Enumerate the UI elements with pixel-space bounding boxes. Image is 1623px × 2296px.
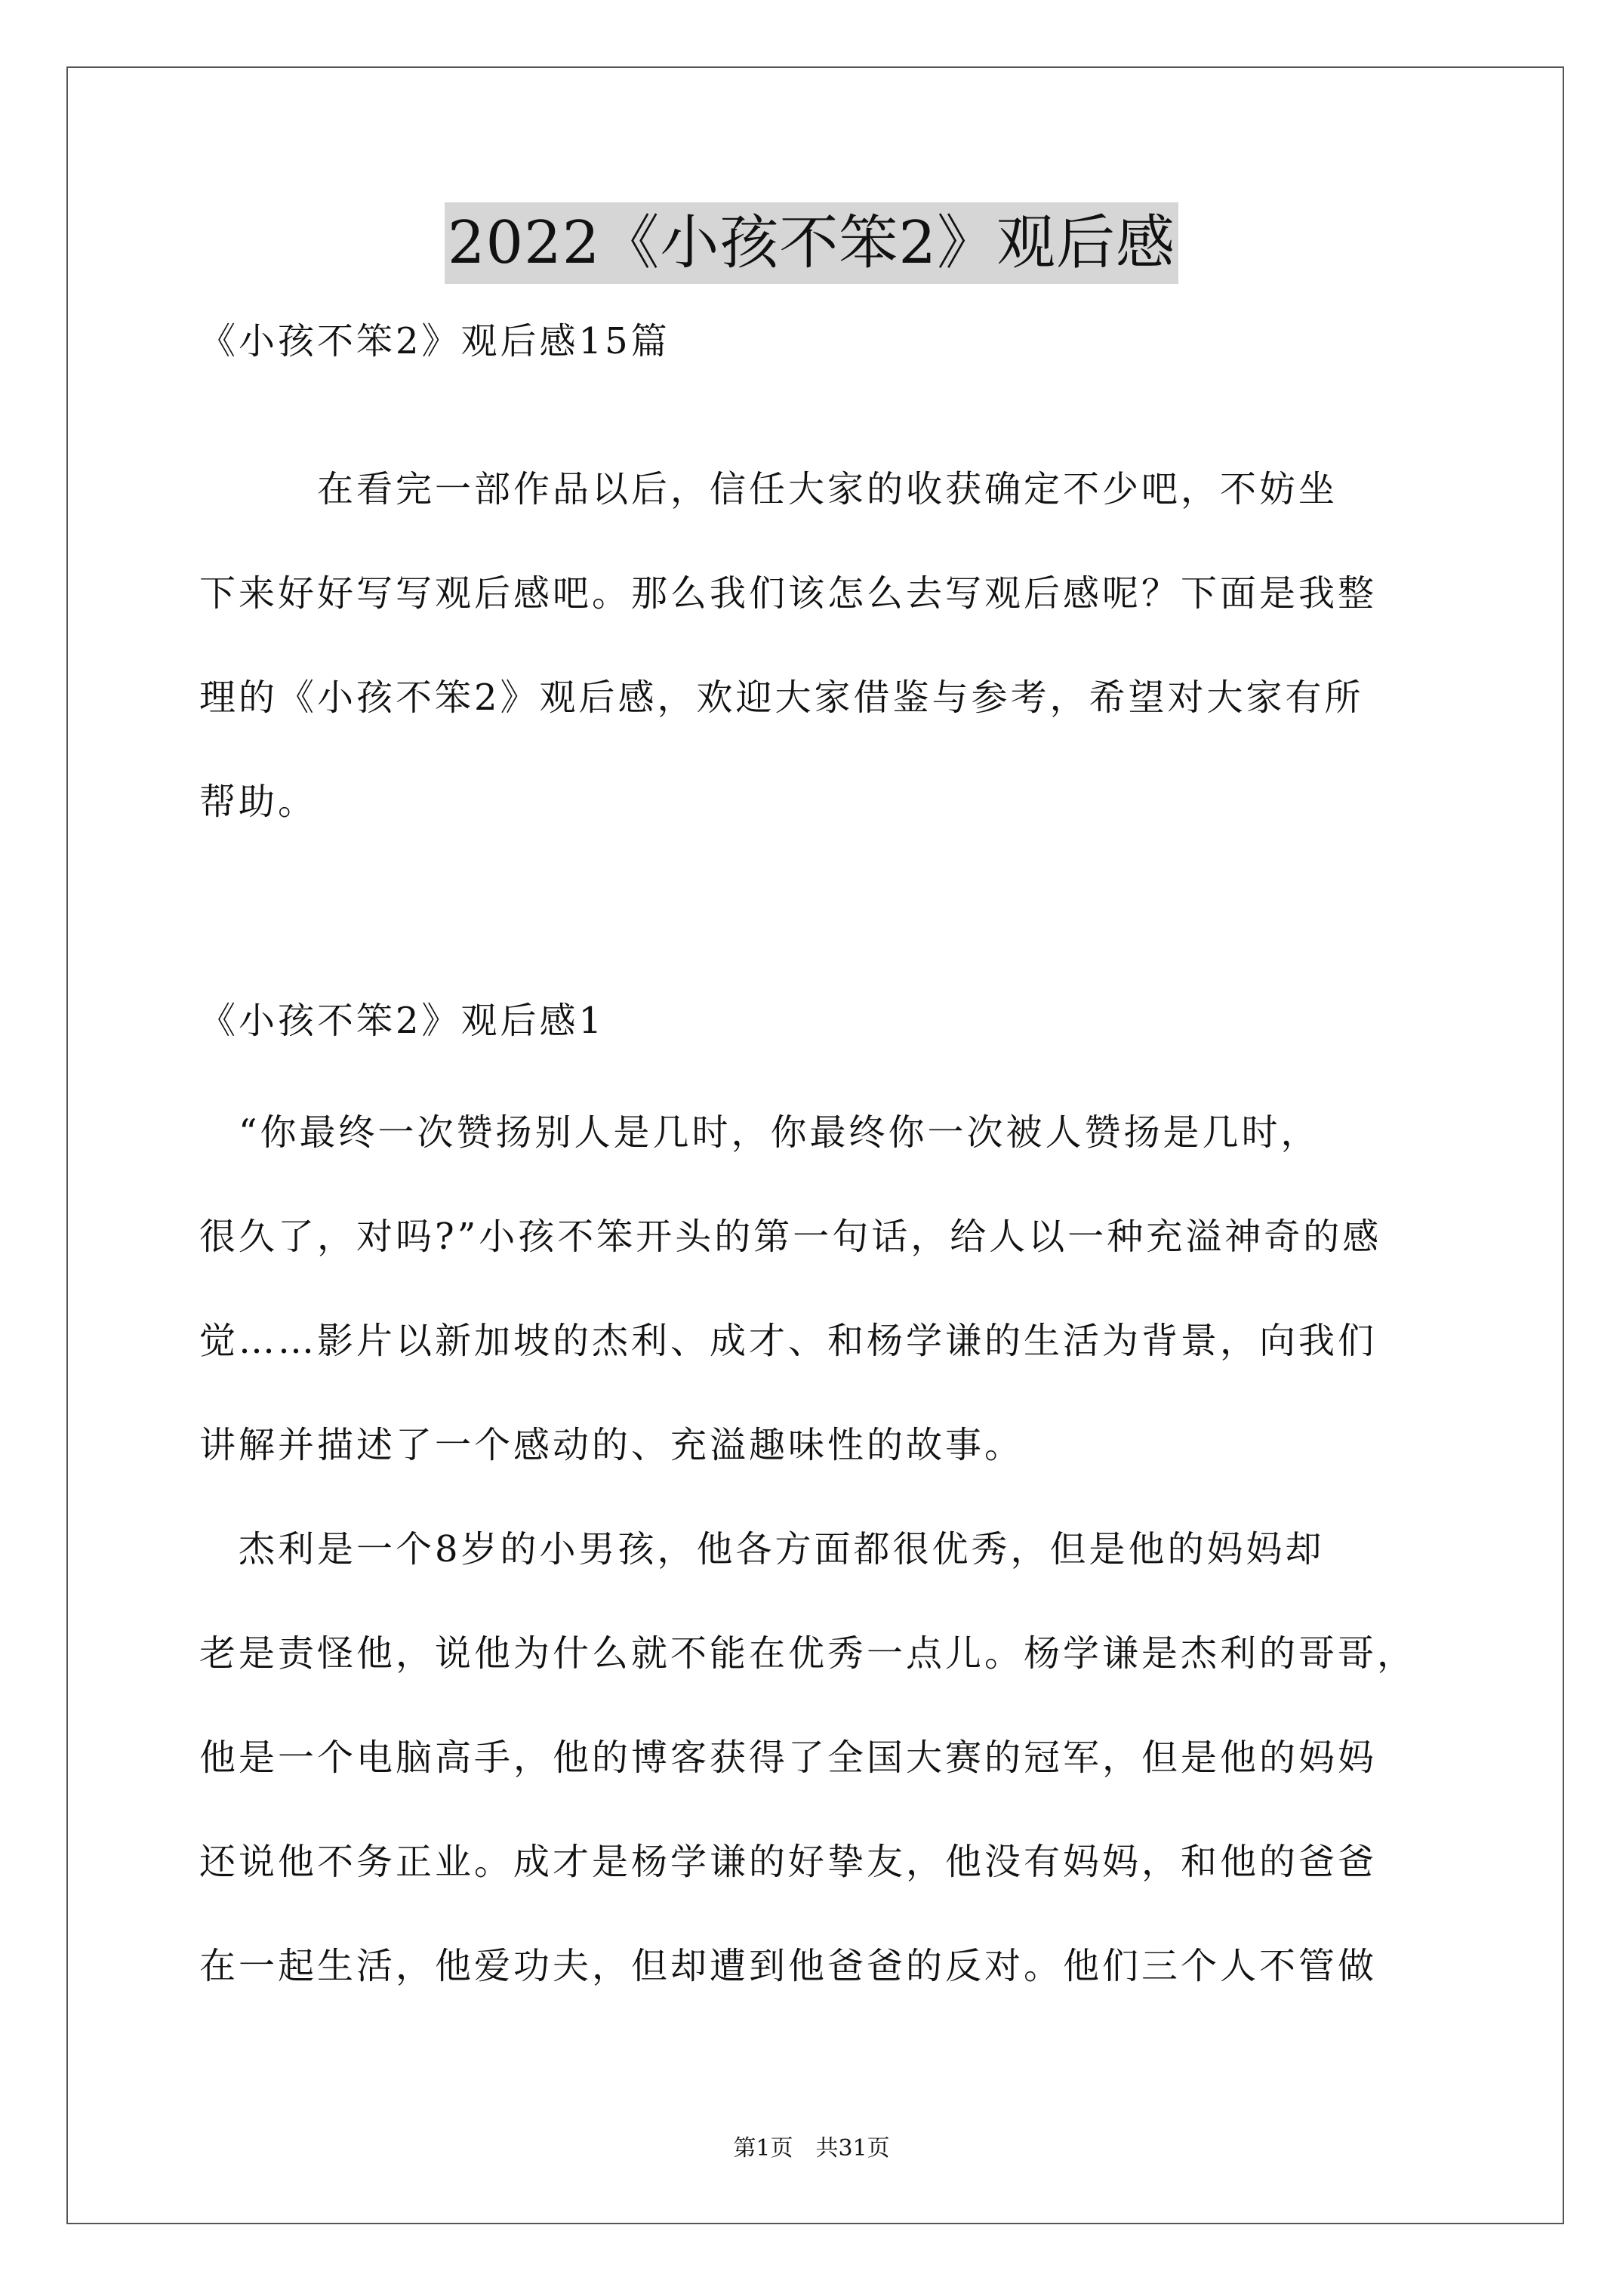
section-heading: 《小孩不笨2》观后感1 — [199, 1000, 605, 1042]
intro-line-3: 理的《小孩不笨2》观后感，欢迎大家借鉴与参考，希望对大家有所 — [199, 676, 1364, 719]
intro-line-4: 帮助。 — [199, 781, 318, 823]
intro-line-2: 下来好好写写观后感吧。那么我们该怎么去写观后感呢？下面是我整 — [199, 572, 1378, 615]
body-line-9: 在一起生活，他爱功夫，但却遭到他爸爸的反对。他们三个人不管做 — [199, 1945, 1378, 1987]
document-title: 2022《小孩不笨2》观后感 — [445, 202, 1178, 284]
subtitle-line: 《小孩不笨2》观后感15篇 — [199, 320, 670, 362]
body-line-2: 很久了，对吗?”小孩不笨开头的第一句话，给人以一种充溢神奇的感 — [199, 1216, 1382, 1258]
title-container — [0, 202, 1623, 284]
body-line-8: 还说他不务正业。成才是杨学谦的好挚友，他没有妈妈，和他的爸爸 — [199, 1841, 1378, 1883]
intro-line-1: 在看完一部作品以后，信任大家的收获确定不少吧，不妨坐 — [199, 468, 1338, 510]
body-line-1: “你最终一次赞扬别人是几时，你最终你一次被人赞扬是几时， — [199, 1111, 1320, 1154]
page-footer: 第1页 共31页 — [733, 2135, 890, 2162]
body-line-6: 老是责怪他，说他为什么就不能在优秀一点儿。杨学谦是杰利的哥哥， — [199, 1632, 1417, 1675]
body-line-7: 他是一个电脑高手，他的博客获得了全国大赛的冠军，但是他的妈妈 — [199, 1737, 1378, 1779]
body-line-5: 杰利是一个8岁的小男孩，他各方面都很优秀，但是他的妈妈却 — [199, 1528, 1325, 1570]
body-line-3: 觉……影片以新加坡的杰利、成才、和杨学谦的生活为背景，向我们 — [199, 1320, 1378, 1362]
body-line-4: 讲解并描述了一个感动的、充溢趣味性的故事。 — [199, 1424, 1024, 1466]
